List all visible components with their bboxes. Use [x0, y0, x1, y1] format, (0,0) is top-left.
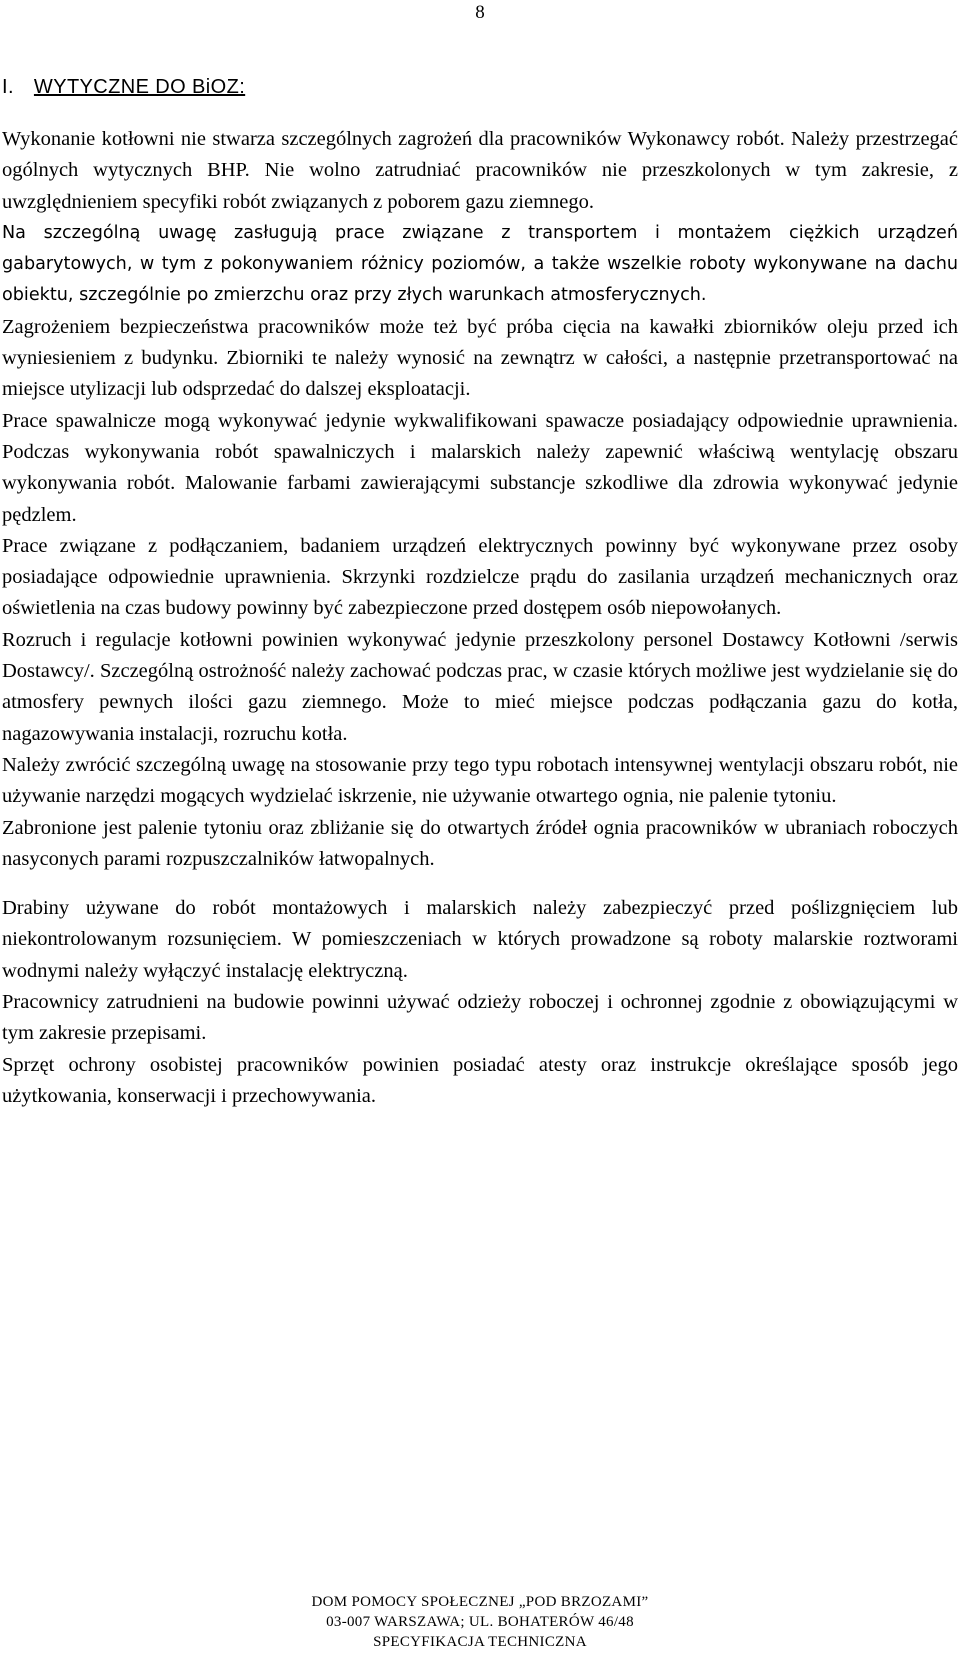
- section-number: I.: [2, 76, 14, 98]
- paragraph-smoking-ban: Zabronione jest palenie tytoniu oraz zbliżanie się do otwartych źródeł ognia pracowników w ubraniach roboczych nasyconych parami rozpuszczalników łatwopalnych.: [2, 816, 958, 870]
- footer-institution: DOM POMOCY SPOŁECZNEJ „POD BRZOZAMI”: [311, 1594, 649, 1610]
- section-heading: [2, 76, 245, 99]
- paragraph-general: Wykonanie kotłowni nie stwarza szczególnych zagrożeń dla pracowników Wykonawcy robót. Należy przestrzegać ogólnych wytycznych BHP. Nie wolno zatrudniać pracowników nie przeszkolonych w tym zakresie, z uwzględnieniem specyfiki robót związanych z poborem gazu ziemnego.: [2, 128, 958, 213]
- paragraph-boiler-startup: Rozruch i regulacje kotłowni powinien wykonywać jedynie przeszkolony personel Dostawcy Kotłowni /serwis Dostawcy/. Szczególną ostrożność należy zachować podczas prac, w czasie których możliwe jest wydzielanie się do atmosfery pewnych ilości gazu ziemnego. Może to mieć miejsce podczas podłączania gazu do kotła, nagazowywania instalacji, rozruchu kotła.: [2, 628, 958, 745]
- paragraph-work-clothing: Pracownicy zatrudnieni na budowie powinni używać odzieży roboczej i ochronnej zgodnie z obowiązującymi w tym zakresie przepisami.: [2, 991, 958, 1045]
- paragraph-oil-tanks: Zagrożeniem bezpieczeństwa pracowników może też być próba cięcia na kawałki zbiorników oleju przed ich wyniesieniem z budynku. Zbiorniki te należy wynosić na zewnątrz w całości, a następnie przetransportować na miejsce utylizacji lub odsprzedać do dalszej eksploatacji.: [2, 315, 958, 401]
- paragraph-electrical: Prace związane z podłączaniem, badaniem urządzeń elektrycznych powinny być wykonywane przez osoby posiadające odpowiednie uprawnienia. Skrzynki rozdzielcze prądu do zasilania urządzeń mechanicznych oraz oświetlenia na czas budowy powinny być zabezpieczone przed dostępem osób niepowołanych.: [2, 534, 958, 620]
- paragraph-heavy-transport: Na szczególną uwagę zasługują prace związane z transportem i montażem ciężkich urządzeń gabarytowych, w tym z pokonywaniem różnicy poziomów, a także wszelkie roboty wykonywane na dachu obiektu, szczególnie po zmierzchu oraz przy złych warunkach atmosferycznych.: [2, 222, 958, 306]
- paragraph-welding: Prace spawalnicze mogą wykonywać jedynie wykwalifikowani spawacze posiadający odpowiednie uprawnienia. Podczas wykonywania robót spawalniczych i malarskich należy zapewnić właściwą wentylację obszaru wykonywania robót. Malowanie farbami zawierającymi substancje szkodliwe dla zdrowia wykonywać jedynie pędzlem.: [2, 409, 958, 526]
- footer-document-type: SPECYFIKACJA TECHNICZNA: [373, 1634, 587, 1650]
- footer-address: 03-007 WARSZAWA; UL. BOHATERÓW 46/48: [326, 1614, 634, 1630]
- paragraph-ventilation: Należy zwrócić szczególną uwagę na stosowanie przy tego typu robotach intensywnej wentylacji obszaru robót, nie używanie narzędzi mogących wydzielać iskrzenie, nie używanie otwartego ognia, nie palenie tytoniu.: [2, 753, 958, 808]
- page-footer: [0, 1592, 960, 1652]
- section-title: WYTYCZNE DO BiOZ:: [33, 76, 246, 98]
- document-body: [2, 124, 958, 1112]
- paragraph-ladders: Drabiny używane do robót montażowych i malarskich należy zabezpieczyć przed poślizgnięciem lub niekontrolowanym rozsunięciem. W pomieszczeniach w których prowadzone są roboty malarskie roztworami wodnymi należy wyłączyć instalację elektryczną.: [2, 897, 958, 982]
- paragraph-protective-equipment: Sprzęt ochrony osobistej pracowników powinien posiadać atesty oraz instrukcje określające sposób jego użytkowania, konserwacji i przechowywania.: [2, 1053, 958, 1107]
- page-number: 8: [475, 2, 485, 23]
